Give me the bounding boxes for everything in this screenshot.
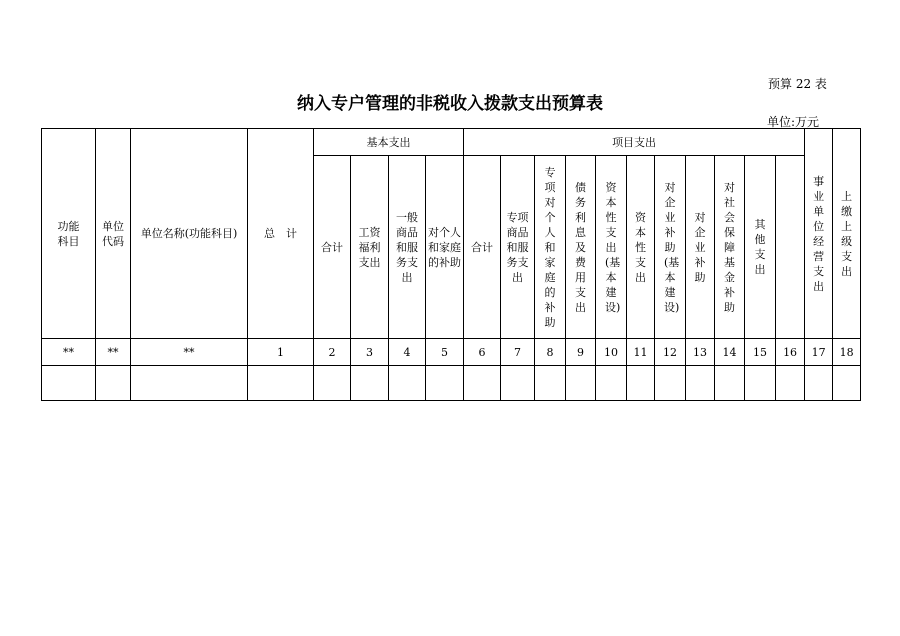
num-cell: 8 [535, 339, 566, 366]
budget-table [41, 128, 861, 401]
page-title: 纳入专户管理的非税收入拨款支出预算表 [297, 94, 603, 114]
num-cell: 3 [351, 339, 389, 366]
col-unit-name: 单位名称(功能科目) [131, 129, 248, 339]
col-project-capital-construction: 资本性支出(基本建设) [596, 156, 627, 339]
num-cell: 4 [389, 339, 426, 366]
col-project-capital: 资本性支出 [627, 156, 655, 339]
col-project-debt: 债务利息及费用支出 [566, 156, 596, 339]
empty-cell[interactable] [248, 366, 314, 401]
empty-cell[interactable] [596, 366, 627, 401]
num-cell: 13 [686, 339, 715, 366]
num-cell: 17 [805, 339, 833, 366]
col-project-other: 其他支出 [745, 156, 776, 339]
num-cell: 16 [776, 339, 805, 366]
table-row-empty [42, 366, 861, 401]
unit-label: 单位:万元 [767, 115, 820, 129]
num-cell: 11 [627, 339, 655, 366]
empty-cell[interactable] [833, 366, 861, 401]
num-cell: 10 [596, 339, 627, 366]
num-cell: 6 [464, 339, 501, 366]
table-row-numbers [42, 339, 861, 366]
num-cell: ** [96, 339, 131, 366]
empty-cell[interactable] [96, 366, 131, 401]
empty-cell[interactable] [805, 366, 833, 401]
empty-cell[interactable] [627, 366, 655, 401]
group-basic-expenditure: 基本支出 [314, 129, 464, 156]
col-basic-personal: 对个人和家庭的补助 [426, 156, 464, 339]
col-unit-code: 单位代码 [96, 129, 131, 339]
col-func-subject: 功能科目 [42, 129, 96, 339]
num-cell: 7 [501, 339, 535, 366]
col-basic-goods: 一般商品和服务支出 [389, 156, 426, 339]
col-project-personal: 专项对个人和家庭的补助 [535, 156, 566, 339]
empty-cell[interactable] [351, 366, 389, 401]
col-project-social: 对社会保障基金补助 [715, 156, 745, 339]
empty-cell[interactable] [776, 366, 805, 401]
num-cell: ** [42, 339, 96, 366]
empty-cell[interactable] [426, 366, 464, 401]
empty-cell[interactable] [389, 366, 426, 401]
empty-cell[interactable] [464, 366, 501, 401]
col-basic-subtotal: 合计 [314, 156, 351, 339]
col-basic-salary: 工资福利支出 [351, 156, 389, 339]
empty-cell[interactable] [566, 366, 596, 401]
col-superior: 上缴上级支出 [833, 129, 861, 339]
num-cell: 2 [314, 339, 351, 366]
num-cell: ** [131, 339, 248, 366]
table-number: 预算 22 表 [768, 77, 827, 91]
empty-cell[interactable] [655, 366, 686, 401]
col-project-enterprise-construction: 对企业补助(基本建设) [655, 156, 686, 339]
col-total: 总 计 [248, 129, 314, 339]
num-cell: 5 [426, 339, 464, 366]
empty-cell[interactable] [715, 366, 745, 401]
num-cell: 14 [715, 339, 745, 366]
num-cell: 9 [566, 339, 596, 366]
empty-cell[interactable] [314, 366, 351, 401]
col-project-enterprise: 对企业补助 [686, 156, 715, 339]
col-project-subtotal: 合计 [464, 156, 501, 339]
empty-cell[interactable] [501, 366, 535, 401]
empty-cell[interactable] [745, 366, 776, 401]
group-project-expenditure: 项目支出 [464, 129, 805, 156]
num-cell: 15 [745, 339, 776, 366]
col-public-institution: 事业单位经营支出 [805, 129, 833, 339]
empty-cell[interactable] [535, 366, 566, 401]
empty-cell[interactable] [686, 366, 715, 401]
num-cell: 18 [833, 339, 861, 366]
num-cell: 1 [248, 339, 314, 366]
num-cell: 12 [655, 339, 686, 366]
empty-cell[interactable] [42, 366, 96, 401]
empty-cell[interactable] [131, 366, 248, 401]
col-project-goods: 专项商品和服务支出 [501, 156, 535, 339]
